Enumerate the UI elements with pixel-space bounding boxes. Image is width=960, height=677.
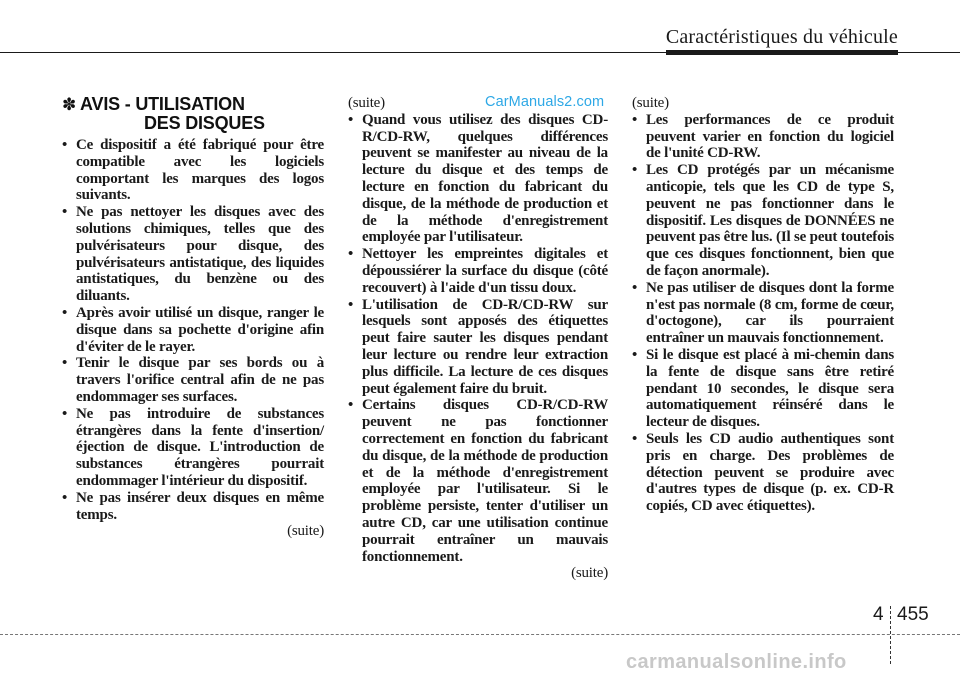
list-item: • Certains disques CD-R/CD-RW peuvent ne pas fonctionner correctement en fonction du fabricant du disque, de la méthode de production et de la méthode d'enregistrement employée par l'utilisateur. Si le problème persiste, tenter d'utiliser un autre CD, car une utilisation continue pourrait entraîner un mauvais fonctionnement. <box>348 397 608 565</box>
watermark-carmanuals[interactable]: CarManuals2.com <box>485 94 605 110</box>
asterisk-icon: ✽ <box>62 95 77 114</box>
heading-line-1: AVIS - UTILISATION <box>80 94 245 114</box>
list-item: • Quand vous utilisez des disques CD-R/CD-RW, quelques différences peuvent se manifester au niveau de la lecture du disque et des temps de lecture en fonction du fabricant du disque, de la méthode de production et de la méthode d'enregistrement employée par l'utilisateur. <box>348 112 608 246</box>
notice-list <box>632 112 894 515</box>
column-3 <box>632 95 894 515</box>
list-item: • Ne pas utiliser de disques dont la forme n'est pas normale (8 cm, forme de cœur, d'octogone), car ils pourraient entraîner un mauvais fonctionnement. <box>632 280 894 347</box>
list-item: • Les CD protégés par un mécanisme anticopie, tels que les CD de type S, peuvent ne pas fonctionner dans le dispositif. Les disques de DONNÉES ne peuvent pas être lus. (Il se peut toutefois que ces disques fonctionnent, bien que de façon anormale). <box>632 162 894 280</box>
continued-subheading: (suite) <box>348 95 385 111</box>
list-item: • Nettoyer les empreintes digitales et dépoussiérer la surface du disque (côté recouvert) à l'aide d'un tissu doux. <box>348 246 608 296</box>
footer-watermark[interactable]: carmanualsonline.info <box>626 651 847 673</box>
list-item: • Les performances de ce produit peuvent varier en fonction du logiciel de l'unité CD-RW. <box>632 112 894 162</box>
list-item: • Ce dispositif a été fabriqué pour être compatible avec les logiciels comportant les marques des logos suivants. <box>62 137 324 204</box>
list-item: • Ne pas introduire de substances étrangères dans la fente d'insertion/éjection de disque. L'introduction de substances étrangères pourrait endommager l'intérieur du dispositif. <box>62 406 324 490</box>
list-item: • L'utilisation de CD-R/CD-RW sur lesquels sont apposés des étiquettes peut faire sauter les disques pendant leur lecture ou rendre leur extraction plus difficile. La lecture de ces disques peut également faire du bruit. <box>348 297 608 398</box>
column-1 <box>62 95 324 540</box>
list-item: • Tenir le disque par ses bords ou à travers l'orifice central afin de ne pas endommager ses surfaces. <box>62 355 324 405</box>
header-bar <box>666 50 898 55</box>
header-title: Caractéristiques du véhicule <box>665 26 898 48</box>
page-separator <box>890 606 891 664</box>
list-item: • Ne pas nettoyer les disques avec des solutions chimiques, telles que des pulvérisateurs pour disque, des pulvérisateurs antistatique, des liquides antistatiques, du benzène ou des diluants. <box>62 204 324 305</box>
footer-rule <box>0 634 960 635</box>
column-2 <box>348 95 608 582</box>
continued-label: (suite) <box>571 565 608 582</box>
list-item: • Si le disque est placé à mi-chemin dans la fente de disque sans être retiré pendant 10 secondes, le disque sera automatiquement réinséré dans le lecteur de disques. <box>632 347 894 431</box>
continued-label: (suite) <box>287 523 324 540</box>
list-item: • Seuls les CD audio authentiques sont pris en charge. Des problèmes de détection peuvent se produire avec d'autres types de disque (p. ex. CD-R copiés, CD avec étiquettes). <box>632 431 894 515</box>
continued-subheading: (suite) <box>632 95 669 111</box>
list-item: • Après avoir utilisé un disque, ranger le disque dans sa pochette d'origine afin d'éviter de le rayer. <box>62 305 324 355</box>
page-number: 455 <box>897 604 929 625</box>
section-heading <box>62 95 324 133</box>
chapter-number: 4 <box>873 604 884 625</box>
heading-line-2: DES DISQUES <box>144 113 265 133</box>
notice-list <box>348 112 608 566</box>
list-item: • Ne pas insérer deux disques en même temps. <box>62 490 324 524</box>
notice-list <box>62 137 324 523</box>
